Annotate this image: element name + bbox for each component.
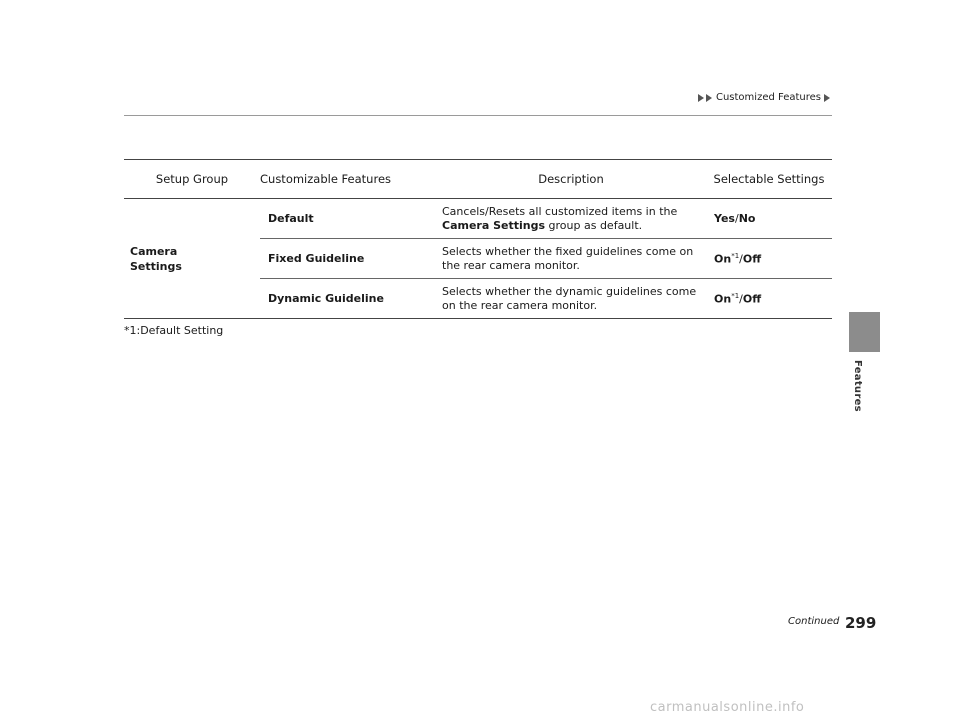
breadcrumb: [698, 92, 832, 103]
continued-label: Continued: [788, 616, 840, 627]
watermark: carmanualsonline.info: [650, 700, 805, 715]
feature-description: Selects whether the fixed guidelines come on the rear camera monitor.: [436, 239, 706, 279]
page-number: 299: [845, 614, 877, 632]
selectable-setting: On$^{*1}$/Off: [706, 239, 832, 279]
section-tab-label: Features: [852, 360, 863, 412]
customization-table: [124, 159, 832, 319]
selectable-setting: Yes/No: [706, 199, 832, 239]
column-header-setup-group: Setup Group: [124, 160, 260, 199]
feature-name: Fixed Guideline: [260, 239, 436, 279]
feature-description: Selects whether the dynamic guidelines come on the rear camera monitor.: [436, 279, 706, 319]
breadcrumb-label: Customized Features: [715, 92, 821, 103]
column-header-description: Description: [436, 160, 706, 199]
table-header-row: [124, 160, 832, 199]
setup-group-cell: [124, 199, 260, 319]
header-rule: [124, 115, 832, 116]
footnote: *1:Default Setting: [124, 324, 224, 337]
feature-name: Default: [260, 199, 436, 239]
feature-name: Dynamic Guideline: [260, 279, 436, 319]
selectable-setting: On$^{*1}$/Off: [706, 279, 832, 319]
triangle-right-icon: [824, 94, 830, 102]
table-row: [124, 199, 832, 239]
column-header-selectable-settings: Selectable Settings: [706, 160, 832, 199]
section-tab: [849, 312, 880, 352]
triangle-right-icon: [706, 94, 712, 102]
triangle-right-icon: [698, 94, 704, 102]
feature-description: Cancels/Resets all customized items in the Camera Settings group as default.: [436, 199, 706, 239]
column-header-customizable-features: Customizable Features: [260, 160, 436, 199]
setup-group-label: Camera Settings: [130, 244, 182, 273]
